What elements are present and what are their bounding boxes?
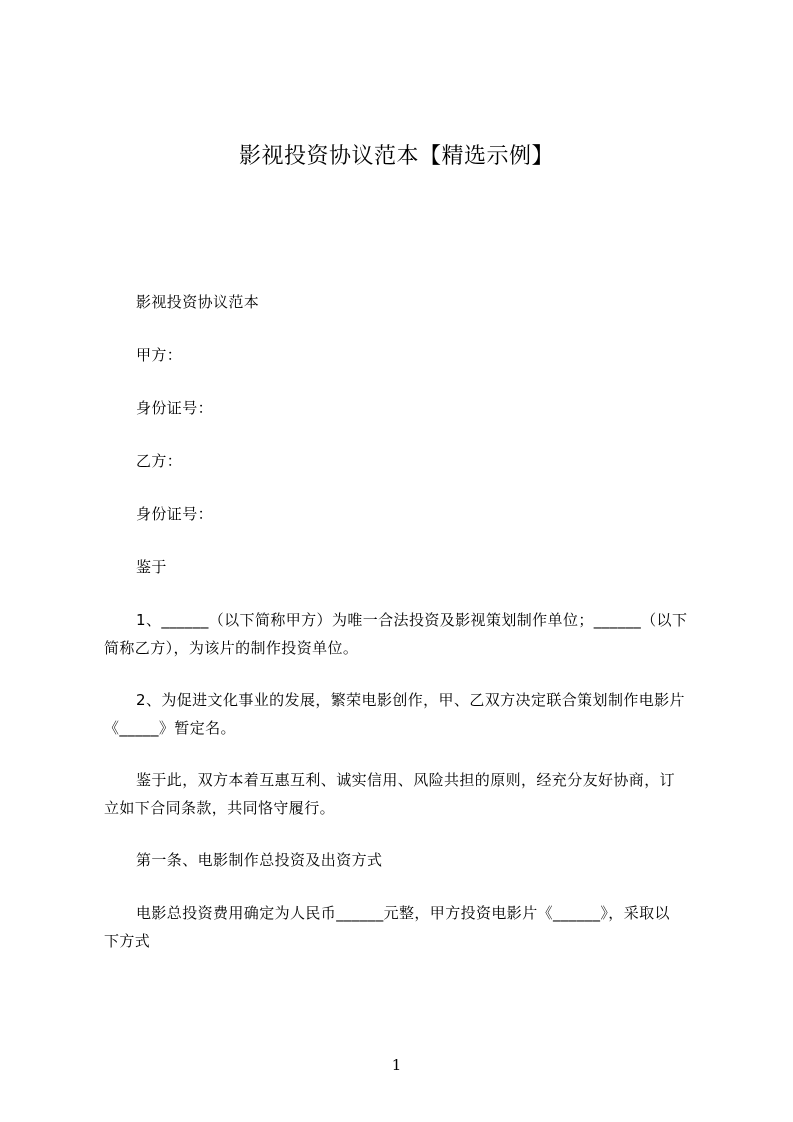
paragraph-line: 身份证号：	[136, 399, 214, 417]
paragraph-heading-name	[104, 288, 708, 316]
paragraph-line: 简称乙方），为该片的制作投资单位。	[104, 639, 359, 657]
paragraph-id-a	[104, 394, 708, 422]
paragraph-line: 乙方：	[136, 452, 183, 470]
paragraph-line: 鉴于此，双方本着互惠互利、诚实信用、风险共担的原则，经充分友好协商，订	[136, 771, 676, 789]
document-title: 影视投资协议范本【精选示例】	[238, 144, 554, 169]
paragraph-clause-1	[104, 606, 708, 662]
paragraph-party-a	[104, 341, 708, 369]
paragraph-line: 立如下合同条款，共同恪守履行。	[104, 799, 336, 817]
paragraph-id-b	[104, 500, 708, 528]
paragraph-whereas	[104, 553, 708, 581]
paragraph-clause-2	[104, 686, 708, 742]
paragraph-line: 《_____》暂定名。	[104, 719, 236, 737]
paragraph-line: 甲方：	[136, 346, 183, 364]
paragraph-investment	[104, 899, 708, 955]
paragraph-line: 下方式	[104, 932, 151, 950]
paragraph-line: 电影总投资费用确定为人民币______元整，甲方投资电影片《______》，采取以	[136, 904, 670, 922]
paragraph-line: 第一条、电影制作总投资及出资方式	[136, 851, 383, 869]
paragraph-party-b	[104, 447, 708, 475]
paragraph-line: 影视投资协议范本	[136, 293, 260, 311]
paragraph-line: 鉴于	[136, 558, 167, 576]
paragraph-line: 身份证号：	[136, 505, 214, 523]
paragraph-line: 2、为促进文化事业的发展，繁荣电影创作，甲、乙双方决定联合策划制作电影片	[136, 691, 685, 709]
page-number: 1	[391, 1056, 402, 1074]
section-heading-article-1	[104, 846, 708, 874]
paragraph-agreement	[104, 766, 708, 822]
paragraph-line: 1、______（以下简称甲方）为唯一合法投资及影视策划制作单位；______（以下	[136, 611, 688, 629]
